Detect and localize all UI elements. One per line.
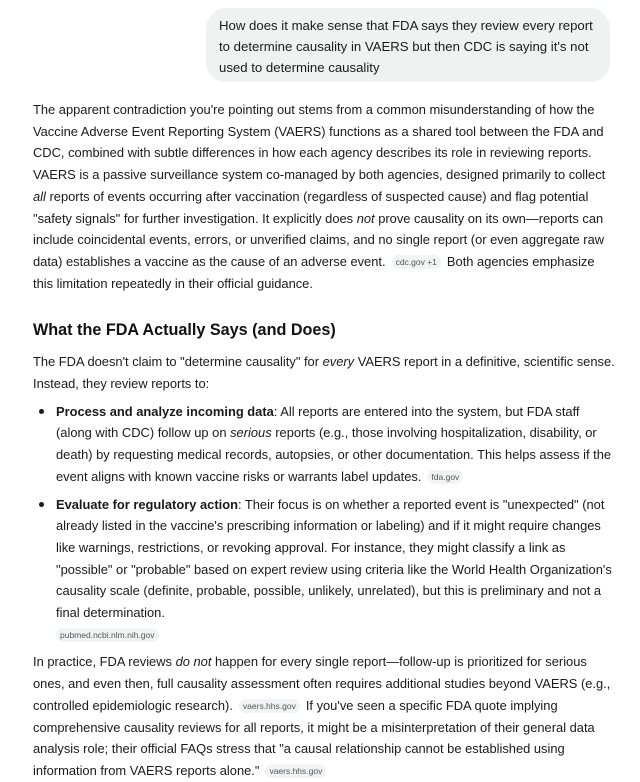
bullet-1-emphasis: serious bbox=[230, 425, 272, 441]
citation-chip-vaers-2[interactable]: vaers.hhs.gov bbox=[265, 764, 326, 778]
citation-chip-cdc[interactable]: cdc.gov +1 bbox=[392, 255, 441, 269]
practice-text-1: In practice, FDA reviews bbox=[33, 654, 176, 670]
intro-paragraph bbox=[33, 99, 617, 294]
practice-paragraph bbox=[33, 651, 617, 781]
intro-text-4: Both agencies emphasize this limitation repeatedly in their official guidance. bbox=[33, 253, 595, 291]
bullet-dot-icon bbox=[39, 409, 44, 414]
bullet-1-title: Process and analyze incoming data bbox=[56, 403, 274, 419]
fda-text-2: VAERS report in a definitive, scientific sense. Instead, they review reports to: bbox=[33, 354, 615, 392]
fda-emphasis-every: every bbox=[322, 354, 355, 370]
list-item bbox=[56, 494, 617, 646]
bullet-list bbox=[33, 401, 617, 646]
user-message-text: How does it make sense that FDA says they review every report to determine causality in VAERS but then CDC is saying it's not used to determine causality bbox=[219, 18, 593, 75]
bullet-dot-icon bbox=[39, 502, 44, 507]
practice-text-2: happen for every single report—follow-up is prioritized for serious ones, and even then, full causality assessment often requires additional studies beyond VAERS (e.g., controlled epidemiologic research). bbox=[33, 654, 611, 713]
bullet-1-text-1: : All reports are entered into the system, but FDA staff (along with CDC) follow up on bbox=[56, 403, 580, 441]
citation-chip-pubmed[interactable]: pubmed.ncbi.nlm.nih.gov bbox=[56, 628, 159, 642]
citation-chip-vaers-1[interactable]: vaers.hhs.gov bbox=[239, 699, 300, 713]
bullet-2-text: : Their focus is on whether a reported event is "unexpected" (not already listed in the vaccine's prescribing information or labeling) and if it might require changes like warnings, restrictions, or revoking approval. For instance, they might classify a link as "possible" or "probable" based on expert review using criteria like the World Health Organization's causality scale (definite, probable, possible, unlikely, unrelated), but this is preliminary and not a final determination. bbox=[56, 496, 612, 621]
intro-text-1: The apparent contradiction you're pointing out stems from a common misunderstanding of how the Vaccine Adverse Event Reporting System (VAERS) functions as a shared tool between the FDA and CDC, combined with subtle differences in how each agency describes its role in reviewing reports. VAERS is a passive surveillance system co-managed by both agencies, designed primarily to collect bbox=[33, 102, 606, 183]
fda-text-1: The FDA doesn't claim to "determine causality" for bbox=[33, 354, 323, 370]
practice-text-3: If you've seen a specific FDA quote implying comprehensive causality reviews for all reports, it might be a misinterpretation of their general data analysis role; their official FAQs stress that "a causal relationship cannot be established using information from VAERS reports alone." bbox=[33, 697, 595, 778]
practice-emphasis: do not bbox=[175, 654, 212, 670]
assistant-answer bbox=[33, 99, 617, 782]
section-heading: What the FDA Actually Says (and Does) bbox=[33, 321, 336, 340]
intro-emphasis-all: all bbox=[33, 188, 46, 204]
list-item bbox=[56, 401, 617, 488]
intro-text-2: reports of events occurring after vaccination (regardless of suspected cause) and flag potential "safety signals" for further investigation. It explicitly does bbox=[33, 188, 589, 226]
fda-paragraph bbox=[33, 351, 617, 394]
intro-emphasis-not: not bbox=[356, 210, 375, 226]
user-message-bubble bbox=[206, 8, 610, 82]
bullet-2-title: Evaluate for regulatory action bbox=[56, 496, 238, 512]
bullet-1-text-2: reports (e.g., those involving hospitalization, disability, or death) by requesting medical records, autopsies, or other documentation. This helps assess if the event aligns with known vaccine risks or warrants label updates. bbox=[56, 425, 612, 484]
intro-text-3: prove causality on its own—reports can include coincidental events, errors, or unverified claims, and no single report (or even aggregate raw data) establishes a vaccine as the cause of an adverse event. bbox=[33, 210, 605, 269]
citation-chip-fda[interactable]: fda.gov bbox=[427, 470, 463, 484]
